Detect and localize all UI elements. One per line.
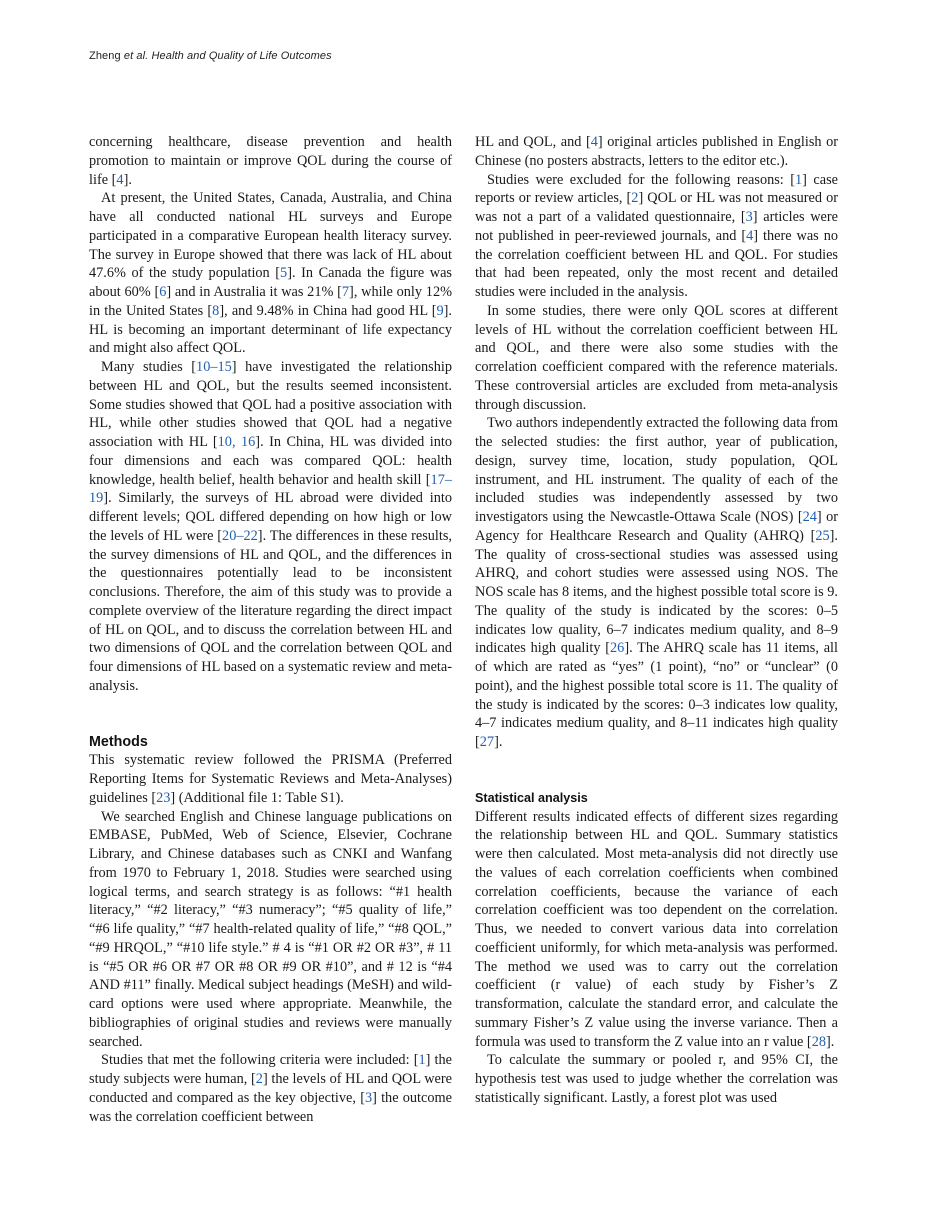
header-etal: et al.	[123, 50, 149, 62]
header-author: Zheng	[89, 50, 121, 62]
citation-link[interactable]: 24	[802, 509, 817, 525]
paragraph: Studies were excluded for the following reasons: [1] case reports or review articles, [2] QOL or HL was not measured or was not a part of a validated questionnaire, [3] articles were not published in peer-reviewed journals, and [4] there was no the correlation coefficient between HL and QOL. For studies that had been repeated, only the most recent and detailed studies were included in the analysis.	[475, 171, 838, 300]
citation-link[interactable]: 23	[156, 789, 171, 806]
paragraph: To calculate the summary or pooled r, and 95% CI, the hypothesis test was used to judge whether the correlation was statistically significant. Lastly, a forest plot was used	[475, 1052, 838, 1106]
paragraph: At present, the United States, Canada, Australia, and China have all conducted national HL surveys and Europe participated in a comparative European health literacy survey. The survey in Europe showed that there was lack of HL about 47.6% of the study population [5]. In Canada the figure was about 60% [6] and in Australia it was 21% [7], while only 12% in the United States [8], and 9.48% in China had good HL [9]. HL is becoming an important determinant of life expectancy and might also affect QOL.	[89, 190, 453, 357]
paragraph: This systematic review followed the PRISMA (Preferred Reporting Items for Systematic Reviews and Meta-Analyses) guidelines [23] (Additional file 1: Table S1).	[89, 752, 452, 806]
citation-link[interactable]: 26	[610, 640, 625, 657]
citation-link[interactable]: 4	[590, 134, 598, 150]
citation-link[interactable]: 17–19	[89, 471, 452, 507]
citation-link[interactable]: 1	[795, 171, 803, 188]
citation-link[interactable]: 6	[159, 284, 167, 300]
statistical-analysis-heading: Statistical analysis	[475, 790, 588, 805]
citation-link[interactable]: 1	[418, 1052, 426, 1069]
citation-link[interactable]: 5	[280, 265, 288, 282]
citation-link[interactable]: 9	[436, 302, 444, 319]
paragraph: Many studies [10–15] have investigated the relationship between HL and QOL, but the results seemed inconsistent. Some studies showed that QOL had a positive association with HL, while other studies showed that QOL had a negative association with HL [10, 16]. In China, HL was divided into four dimensions and each was compared QOL: health knowledge, health belief, health behavior and health skill [17–19]. Similarly, the surveys of HL abroad were divided into different levels; QOL differed depending on how high or low the levels of HL were [20–22]. The differences in these results, the survey dimensions of HL and QOL, and the differences in the questionnaires potentially lead to be inconsistent conclusions. Therefore, the aim of this study was to provide a complete overview of the literature regarding the direct impact of HL on QOL, and to discuss the correlation between HL and two dimensions of QOL and the correlation between QOL and four dimensions of HL based on a systematic review and meta- analysis.	[89, 359, 452, 694]
citation-link[interactable]: 28	[811, 1033, 826, 1050]
citation-link[interactable]: 10, 16	[217, 434, 256, 450]
running-header	[89, 50, 332, 62]
paragraph: Two authors independently extracted the following data from the selected studies: the first author, year of publication, design, survey time, location, study population, QOL instrument, and HL instrument. The quality of each of the included studies was independently assessed by two investigators using the Newcastle-Ottawa Scale (NOS) [24] or Agency for Healthcare Research and Quality (AHRQ) [25]. The quality of cross-sectional studies was assessed using AHRQ, and cohort studies were assessed using NOS. The NOS scale has 8 items, and the highest possible total score is 9. The quality of the study is indicated by the scores: 0–5 indicates low quality, 6–7 indicates medium quality, and 8–9 indicates high quality [26]. The AHRQ scale has 11 items, all of which are rated as “yes” (1 point), “no” or “unclear” (0 point), and the highest possible total score is 11. The quality of the study is indicated by the scores: 0–3 indicates low quality, 4–7 indicates medium quality, and 8–11 indicates high quality [27].	[475, 415, 839, 750]
paragraph: We searched English and Chinese language publications on EMBASE, PubMed, Web of Science, Elsevier, Cochrane Library, and Chinese databases such as CNKI and Wanfang from 1970 to February 1, 2018. Studies were searched using logical terms, and search strategy is as follows: “#1 health literacy,” “#2 literacy,” “#3 numeracy”; “#5 quality of life,” “#6 life quality,” “#7 health-related quality of life,” “#8 QOL,” “#9 HRQOL,” “#10 life style.” # 4 is “#1 OR #2 OR #3”, # 11 is “#5 OR #6 OR #7 OR #8 OR #9 OR #10”, and # 12 is “#4 AND #11” finally. Medical subject headings (MeSH) and wild-card options were used where appropriate. Meanwhile, the bibliographies of original studies and reviews were manually searched.	[89, 808, 452, 1050]
paragraph: HL and QOL, and [4] original articles published in English or Chinese (no posters abstracts, letters to the editor etc.).	[475, 134, 838, 169]
citation-link[interactable]: 3	[745, 209, 753, 225]
section-spacer	[89, 696, 452, 733]
citation-link[interactable]: 8	[212, 302, 220, 319]
citation-link[interactable]: 4	[116, 171, 124, 188]
citation-link[interactable]: 2	[631, 190, 639, 207]
citation-link[interactable]: 25	[815, 527, 830, 544]
paragraph: Different results indicated effects of different sizes regarding the relationship between HL and QOL. Summary statistics were then calculated. Most meta-analysis did not directly use the values of each correlation coefficients when combined correlation coefficients, because the variance of each correlation coefficient was too dependent on the correlation. Thus, we needed to convert various data into correlation coefficient uniformly, for which meta-analysis was performed. The method we used was to carry out the correlation coefficient (r value) of each study by Fisher’s Z transformation, calculate the standard error, and calculate the summary Fisher’s Z value using the inverse variance. Then a formula was used to transform the Z value into an r value [28].	[475, 808, 838, 1050]
paragraph: In some studies, there were only QOL scores at different levels of HL without the correlation coefficient between HL and QOL, and there were also some studies with the correlation coefficient compared with the reference materials. These controversial articles are excluded from meta-analysis through discussion.	[475, 302, 838, 413]
citation-link[interactable]: 7	[341, 284, 350, 300]
right-column	[475, 133, 838, 1108]
citation-link[interactable]: 3	[364, 1089, 373, 1106]
citation-link[interactable]: 2	[255, 1071, 263, 1087]
methods-heading: Methods	[89, 733, 148, 750]
citation-link[interactable]: 10–15	[196, 359, 232, 375]
left-column	[89, 133, 452, 1126]
citation-link[interactable]: 4	[746, 227, 754, 244]
citation-link[interactable]: 27	[479, 734, 495, 750]
citation-link[interactable]: 20–22	[222, 527, 258, 544]
section-spacer	[475, 752, 838, 789]
paragraph: concerning healthcare, disease prevention and health promotion to maintain or improve QOL during the course of life [4].	[89, 134, 452, 188]
paragraph: Studies that met the following criteria were included: [1] the study subjects were human, [2] the levels of HL and QOL were conducted and compared as the key objective, [3] the outcome was the correlation coefficient between	[89, 1052, 452, 1125]
header-journal: Health and Quality of Life Outcomes	[151, 50, 332, 62]
